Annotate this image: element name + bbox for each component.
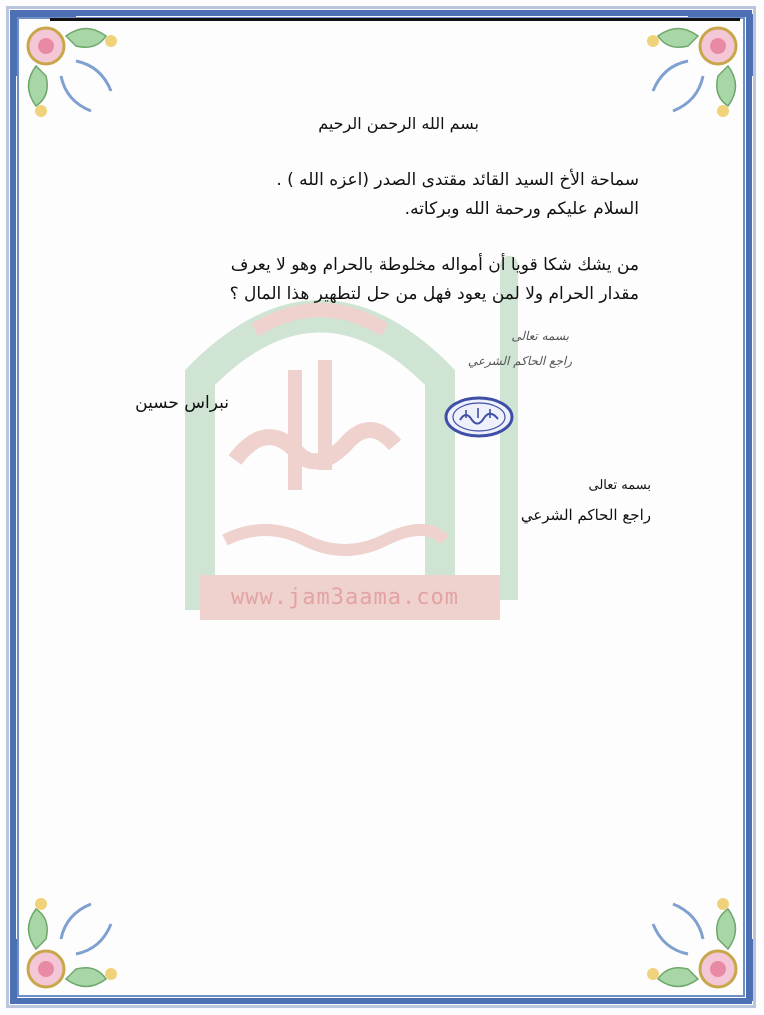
question-line-1: من يشك شكا قويا أن أمواله مخلوطة بالحرام وهو لا يعرف: [230, 255, 639, 275]
question-line-2: مقدار الحرام ولا لمن يعود فهل من حل لتطهير هذا المال ؟: [229, 284, 639, 304]
corner-ornament-icon: [608, 6, 758, 156]
handwritten-answer-line-2: راجع الحاكم الشرعي: [467, 354, 572, 368]
seal-stamp-icon: [444, 396, 514, 438]
corner-ornament-icon: [6, 859, 156, 1009]
greeting-line: السلام عليكم ورحمة الله وبركاته.: [404, 199, 639, 219]
basmala-heading: بسم الله الرحمن الرحيم: [318, 114, 479, 133]
reply-line-2: راجع الحاكم الشرعي: [520, 506, 651, 524]
corner-ornament-icon: [608, 859, 758, 1009]
corner-ornament-icon: [6, 6, 156, 156]
watermark-url: www.jam3aama.com: [231, 585, 459, 610]
sender-name: نبراس حسين: [135, 393, 229, 413]
reply-line-1: بسمه تعالى: [588, 478, 651, 493]
addressee-line: سماحة الأخ السيد القائد مقتدى الصدر (اعزه الله ) .: [276, 170, 639, 190]
handwritten-answer-line-1: بسمه تعالى: [511, 329, 569, 343]
